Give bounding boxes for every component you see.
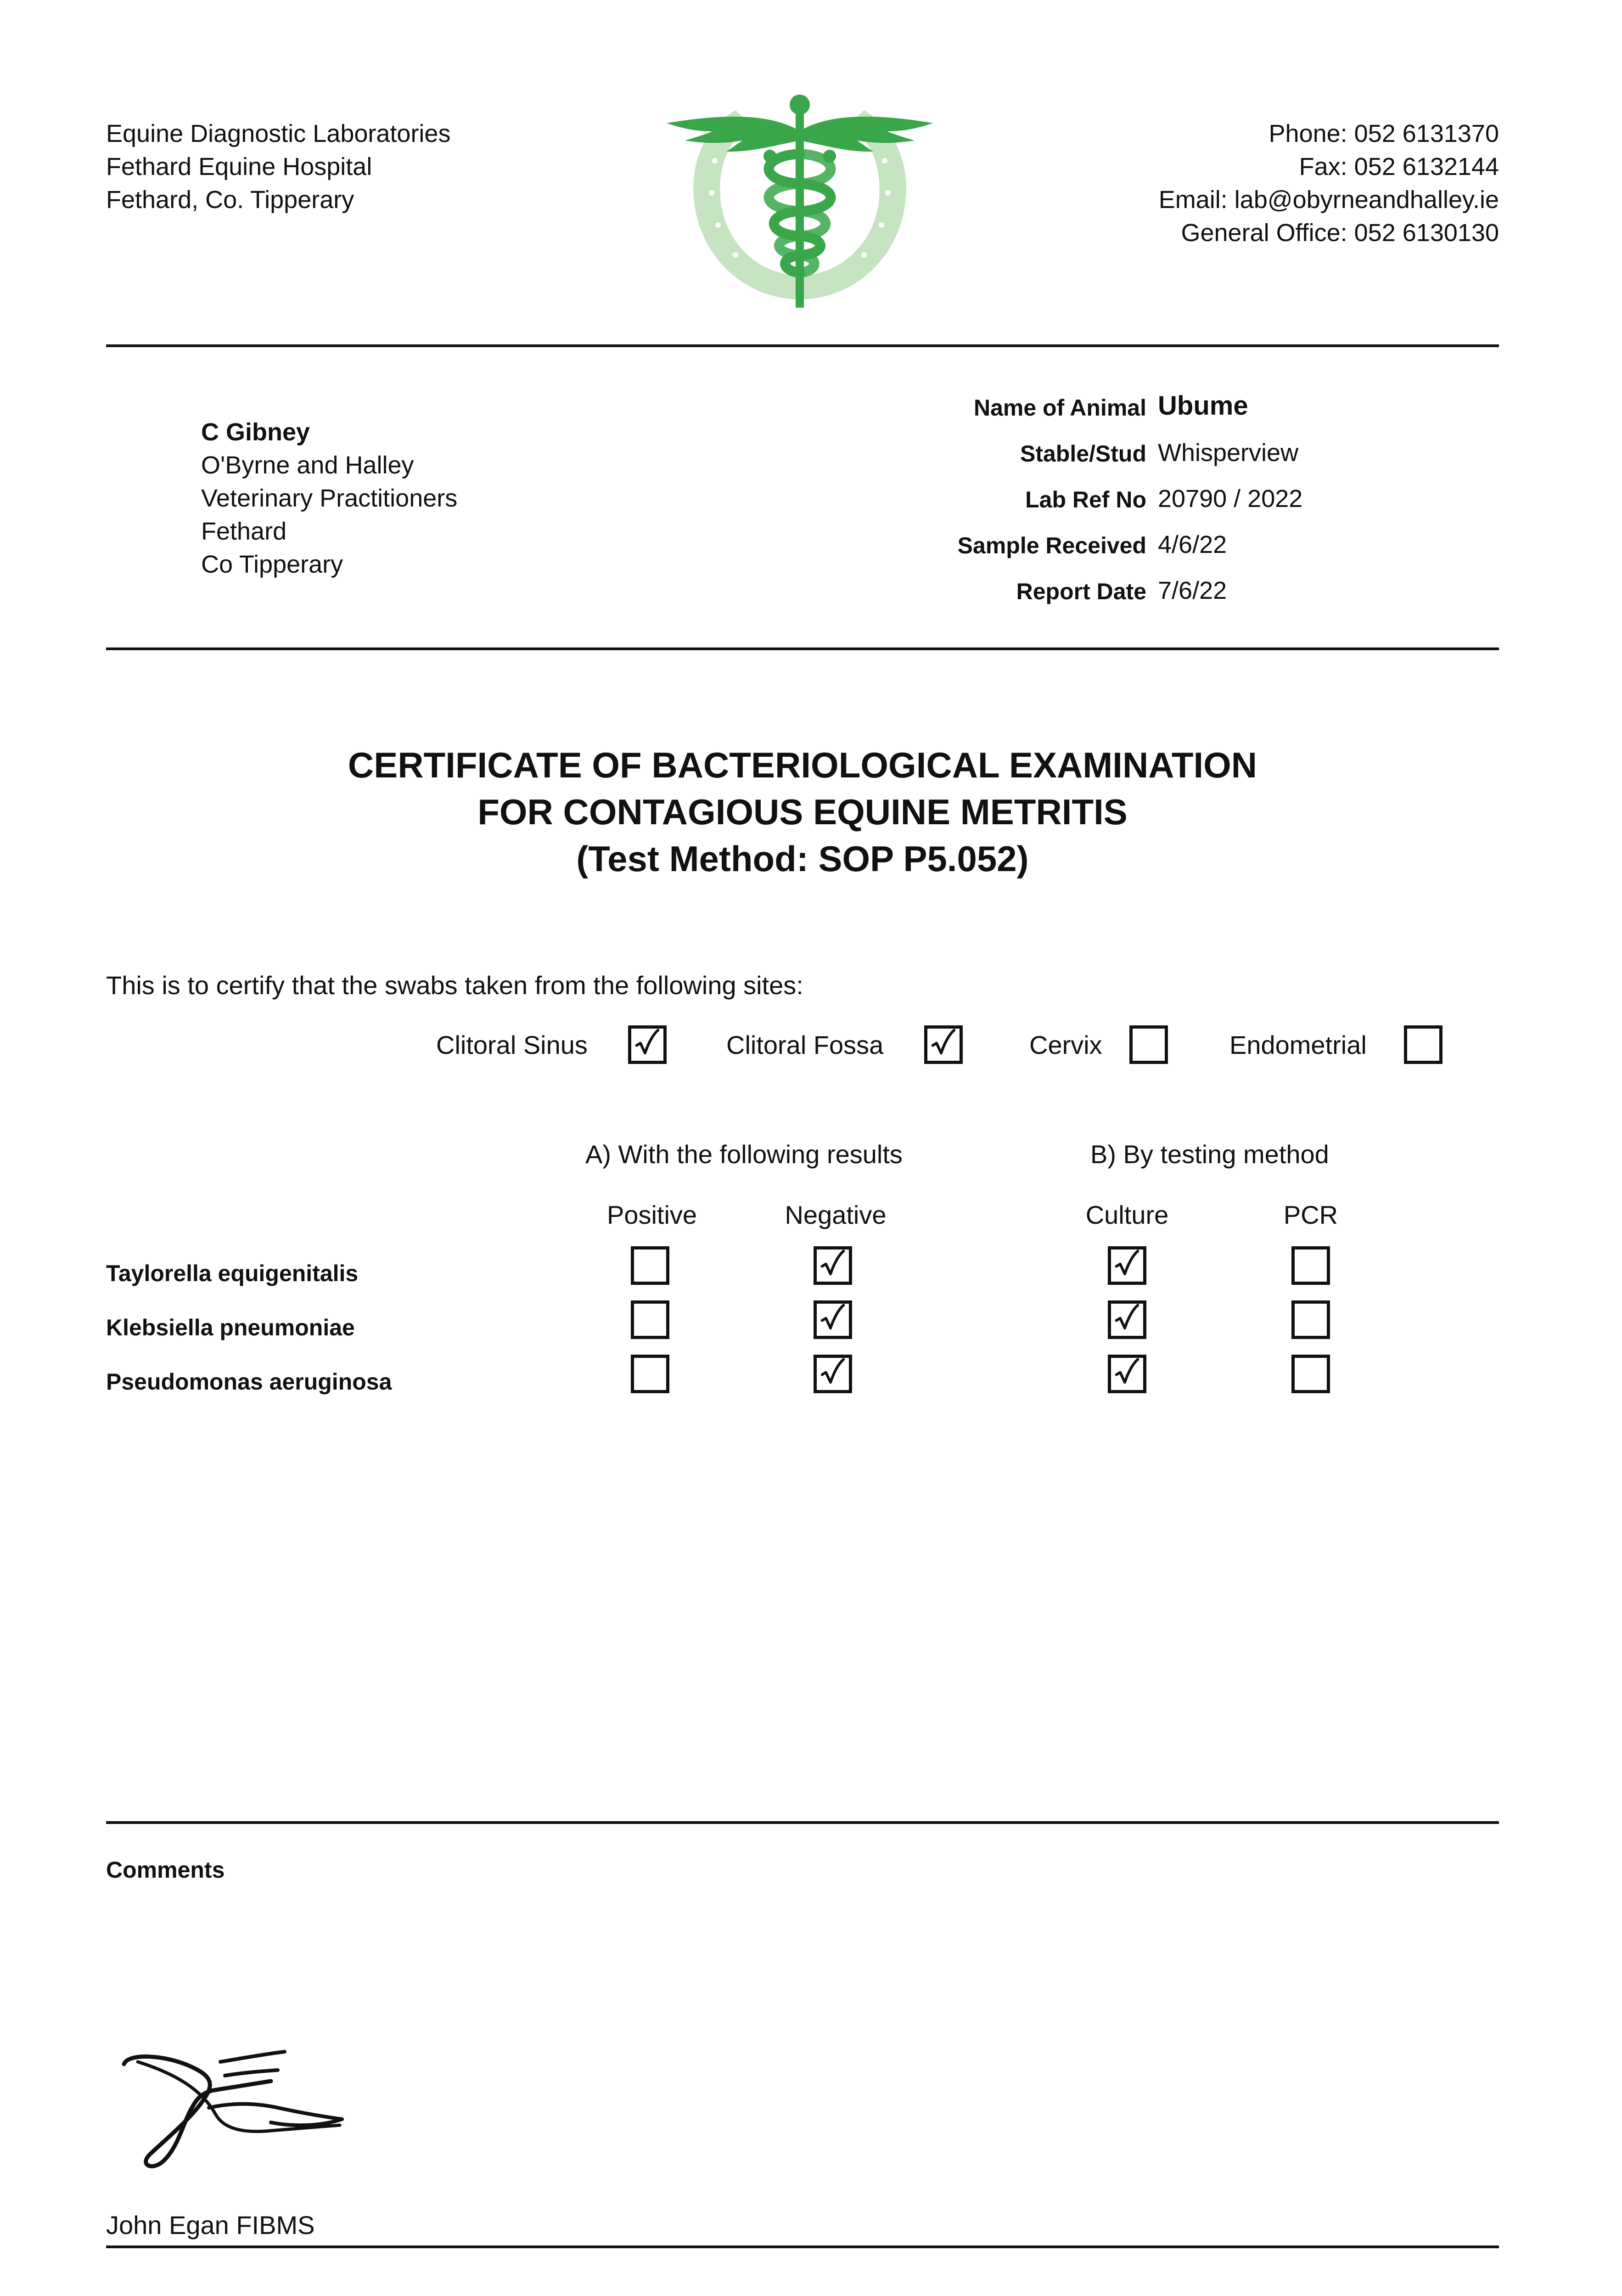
sample-received-value: 4/6/22 xyxy=(1158,531,1227,558)
method-heading: B) By testing method xyxy=(1090,1140,1329,1169)
signatory-name: John Egan FIBMS xyxy=(106,2211,315,2240)
check-mark-icon xyxy=(817,1358,849,1390)
column-negative: Negative xyxy=(785,1200,887,1229)
pcr-checkbox[interactable] xyxy=(1291,1246,1330,1285)
footer-divider xyxy=(106,2245,1499,2248)
organism-label: Pseudomonas aeruginosa xyxy=(106,1369,392,1395)
check-mark-icon xyxy=(927,1029,960,1061)
culture-checkbox[interactable] xyxy=(1108,1300,1146,1339)
phone-line: Phone: 052 6131370 xyxy=(1268,120,1499,147)
results-heading: A) With the following results xyxy=(585,1140,903,1169)
positive-checkbox[interactable] xyxy=(631,1300,669,1339)
column-positive: Positive xyxy=(606,1200,697,1229)
comments-label: Comments xyxy=(106,1857,225,1883)
title-line: CERTIFICATE OF BACTERIOLOGICAL EXAMINATION xyxy=(348,745,1257,785)
lab-contact xyxy=(1159,117,1499,249)
negative-checkbox[interactable] xyxy=(814,1355,852,1393)
positive-checkbox[interactable] xyxy=(631,1355,669,1393)
check-mark-icon xyxy=(631,1029,663,1061)
stable-value: Whisperview xyxy=(1158,439,1299,467)
check-mark-icon xyxy=(1111,1304,1143,1336)
email-line: Email: lab@obyrneandhalley.ie xyxy=(1158,186,1499,214)
test-method-line: (Test Method: SOP P5.052) xyxy=(576,838,1029,879)
lab-ref-value: 20790 / 2022 xyxy=(1158,485,1303,512)
certify-statement: This is to certify that the swabs taken from the following sites: xyxy=(106,971,803,1000)
negative-checkbox[interactable] xyxy=(814,1246,852,1285)
culture-checkbox[interactable] xyxy=(1108,1246,1146,1285)
lab-address-line: Fethard, Co. Tipperary xyxy=(106,186,354,214)
column-culture: Culture xyxy=(1085,1200,1169,1229)
recipient-address xyxy=(201,416,457,581)
comments-divider xyxy=(106,1821,1499,1824)
general-office-line: General Office: 052 6130130 xyxy=(1181,219,1499,247)
lab-ref-label: Lab Ref No xyxy=(1025,487,1146,512)
check-mark-icon xyxy=(1111,1249,1143,1282)
lab-address-line: Fethard Equine Hospital xyxy=(106,153,372,180)
site-checkbox-cervix[interactable] xyxy=(1129,1025,1168,1064)
lab-address-line: Equine Diagnostic Laboratories xyxy=(106,120,451,147)
site-checkbox-endometrial[interactable] xyxy=(1404,1025,1442,1064)
organism-label: Taylorella equigenitalis xyxy=(106,1261,359,1286)
negative-checkbox[interactable] xyxy=(814,1300,852,1339)
column-pcr: PCR xyxy=(1283,1200,1338,1229)
details-divider xyxy=(106,647,1499,650)
check-mark-icon xyxy=(1111,1358,1143,1390)
site-checkbox-clitoral-fossa[interactable] xyxy=(924,1025,963,1064)
lab-address xyxy=(106,117,450,216)
organism-label: Klebsiella pneumoniae xyxy=(106,1315,355,1340)
check-mark-icon xyxy=(817,1304,849,1336)
stable-label: Stable/Stud xyxy=(1020,441,1146,467)
certificate-title xyxy=(106,742,1499,882)
animal-name-label: Name of Animal xyxy=(973,395,1146,421)
positive-checkbox[interactable] xyxy=(631,1246,669,1285)
pcr-checkbox[interactable] xyxy=(1291,1355,1330,1393)
recipient-line: Fethard xyxy=(201,518,287,545)
report-date-value: 7/6/22 xyxy=(1158,577,1227,604)
culture-checkbox[interactable] xyxy=(1108,1355,1146,1393)
handwritten-signature xyxy=(110,2039,349,2172)
sample-received-label: Sample Received xyxy=(957,533,1146,558)
report-date-label: Report Date xyxy=(1016,579,1146,604)
site-checkbox-clitoral-sinus[interactable] xyxy=(628,1025,667,1064)
recipient-line: Veterinary Practitioners xyxy=(201,484,458,512)
site-label-endometrial: Endometrial xyxy=(1229,1030,1367,1059)
site-label-clitoral-fossa: Clitoral Fossa xyxy=(726,1030,884,1059)
site-label-clitoral-sinus: Clitoral Sinus xyxy=(436,1030,588,1059)
animal-name-value: Ubume xyxy=(1158,391,1248,421)
fax-line: Fax: 052 6132144 xyxy=(1299,153,1499,180)
recipient-line: O'Byrne and Halley xyxy=(201,451,414,479)
recipient-line: Co Tipperary xyxy=(201,551,343,578)
header-divider xyxy=(106,344,1499,347)
pcr-checkbox[interactable] xyxy=(1291,1300,1330,1339)
title-line: FOR CONTAGIOUS EQUINE METRITIS xyxy=(477,792,1128,832)
recipient-name: C Gibney xyxy=(201,418,310,446)
site-label-cervix: Cervix xyxy=(1029,1030,1102,1059)
caduceus-horseshoe-logo xyxy=(667,87,933,312)
check-mark-icon xyxy=(817,1249,849,1282)
